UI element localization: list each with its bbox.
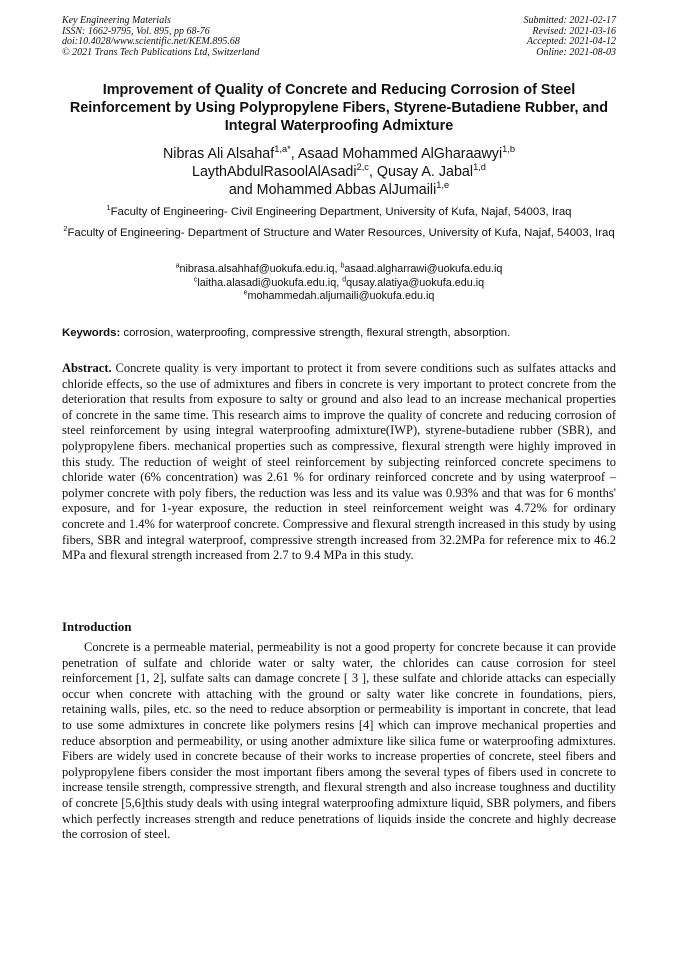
affiliation-2 bbox=[62, 226, 616, 240]
online-date: Online: 2021-08-03 bbox=[536, 46, 616, 58]
keywords-label: Keywords: bbox=[62, 327, 121, 339]
keywords-text: corrosion, waterproofing, compressive strength, flexural strength, absorption. bbox=[120, 327, 511, 339]
affiliation-text: Faculty of Engineering- Department of Structure and Water Resources, University of Kufa, Najaf, 54003, Iraq bbox=[67, 227, 615, 239]
author-name: Nibras Ali Alsahaf bbox=[162, 146, 275, 162]
journal-name: Key Engineering Materials bbox=[62, 15, 171, 26]
email-mark: b bbox=[340, 262, 345, 270]
author-affiliation-mark: 1,e bbox=[436, 180, 450, 191]
email-link[interactable]: mohammedah.aljumaili@uokufa.edu.iq bbox=[247, 290, 435, 303]
email-line-1 bbox=[62, 263, 616, 277]
email-line-3 bbox=[62, 290, 616, 304]
journal-info bbox=[62, 16, 260, 58]
journal-copyright: © 2021 Trans Tech Publications Ltd, Switzerland bbox=[62, 46, 260, 58]
email-line-2 bbox=[62, 277, 616, 291]
author-name: Qusay A. Jabal bbox=[376, 164, 474, 181]
email-link[interactable]: qusay.alatiya@uokufa.edu.iq bbox=[346, 276, 485, 289]
paper-title: Improvement of Quality of Concrete and Reducing Corrosion of Steel Reinforcement by Using Polypropylene Fibers, Styrene-Butadiene Rubber, and Integral Waterproofing Admixture bbox=[69, 82, 609, 134]
author-affiliation-mark: 2,c bbox=[356, 162, 369, 173]
author-emails bbox=[62, 263, 616, 304]
submission-dates bbox=[524, 16, 617, 58]
email-link[interactable]: laitha.alasadi@uokufa.edu.iq, bbox=[197, 276, 343, 289]
email-mark: e bbox=[243, 289, 248, 297]
author-affiliation-mark: 1,d bbox=[473, 162, 486, 173]
affiliation-text: Faculty of Engineering- Civil Engineering Department, University of Kufa, Najaf, 54003, Iraq bbox=[110, 206, 572, 218]
journal-issn: ISSN: 1662-9795, Vol. 895, pp 68-76 bbox=[62, 25, 210, 37]
email-mark: d bbox=[342, 276, 347, 284]
abstract bbox=[62, 361, 616, 564]
revised-date: Revised: 2021-03-16 bbox=[532, 25, 616, 37]
affiliation-1 bbox=[62, 205, 616, 219]
abstract-label: Abstract. bbox=[62, 361, 112, 375]
section-heading-introduction: Introduction bbox=[62, 620, 132, 634]
author-line-1 bbox=[62, 145, 616, 163]
introduction-paragraph: Concrete is a permeable material, permeability is not a good property for concrete because it can provide penetration of sulfate and chloride water or salty water, the chlorides can cause corrosion for steel reinforcement [1, 2], sulfate salts can damage concrete [ 3 ], these sulfate and chloride attacks can especially occur when concrete with attaching with the ground or salty water like concrete in foundations, piers, retaining walls, piles, etc. so the need to reduce absorption or permeability is important in concrete, that lead to use some admixtures in concrete like polymers resins [4] which can improve mechanical properties and reduce absorption and permeability, or using another admixture like silica fume or waterproofing admixtures. Fibers are widely used in concrete because of their works to increase properties of concrete, steel fibers and polypropylene fibers consider the most important fibers among the several types of fibers used in concrete to increase tensile strength, compressive strength, and flexural strength and also increase toughness and ductility of concrete [5,6]this study deals with using integral waterproofing admixture liquid, SBR polymers, and fibers which perfectly increases strength and reduce penetrations of liquids inside the concrete and highly decrease the corrosion of steel. bbox=[62, 640, 616, 842]
submitted-date: Submitted: 2021-02-17 bbox=[523, 15, 616, 26]
author-name: and Mohammed Abbas AlJumaili bbox=[228, 182, 437, 199]
author-separator: , bbox=[368, 164, 377, 181]
journal-doi[interactable]: doi:10.4028/www.scientific.net/KEM.895.68 bbox=[62, 36, 240, 48]
author-separator: , bbox=[290, 146, 298, 162]
email-mark: c bbox=[193, 276, 198, 284]
author-affiliation-mark: 1,b bbox=[502, 144, 516, 155]
author-list bbox=[62, 145, 616, 200]
author-line-2 bbox=[62, 163, 616, 181]
email-mark: a bbox=[175, 262, 180, 270]
author-line-3 bbox=[62, 181, 616, 199]
affiliation-mark: 1 bbox=[106, 203, 111, 213]
author-affiliation-mark: 1,a* bbox=[274, 144, 291, 155]
email-link[interactable]: nibrasa.alsahhaf@uokufa.edu.iq, bbox=[179, 263, 341, 275]
keywords bbox=[62, 326, 616, 340]
abstract-text: Concrete quality is very important to protect it from severe conditions such as sulfates attacks and chloride effects, so the use of admixtures and fibers in concrete is very important to protect concrete from the deterioration that results from exposure to salty or ground and also lead to an increase mechanical properties of concrete in the same time. This research aims to improve the quality of concrete and reducing corrosion of steel reinforcement by using integral waterproofing admixture(IWP), styrene-butadiene rubber (SBR), and polypropylene fibers. mechanical properties such as compressive, flexural strength were highly improved in this study. The reduction of weight of steel reinforcement by subjecting reinforced concrete specimens to chloride water (6% concentration) was 2.61 % for ordinary reinforced concrete and by using waterproof –polymer concrete with poly fibers, the reduction was less and its value was 0.93% and that was for 6 months' exposure, and for 1-year exposure, the reduction in steel reinforcement weight was 4.72% for ordinary concrete and 1.4% for waterproof concrete. Compressive and flexural strength increased in this study by using fibers, SBR and integral waterproof, compressive strength increased from 32.2MPa for reference mix to 46.2 MPa and flexural strength increased from 2.7 to 9.4 MPa in this study. bbox=[62, 361, 616, 563]
author-name: Asaad Mohammed AlGharaawyi bbox=[297, 146, 503, 162]
accepted-date: Accepted: 2021-04-12 bbox=[526, 36, 616, 48]
author-name: LaythAbdulRasoolAlAsadi bbox=[192, 164, 357, 181]
email-link[interactable]: asaad.algharrawi@uokufa.edu.iq bbox=[344, 263, 503, 275]
affiliation-mark: 2 bbox=[63, 224, 68, 234]
